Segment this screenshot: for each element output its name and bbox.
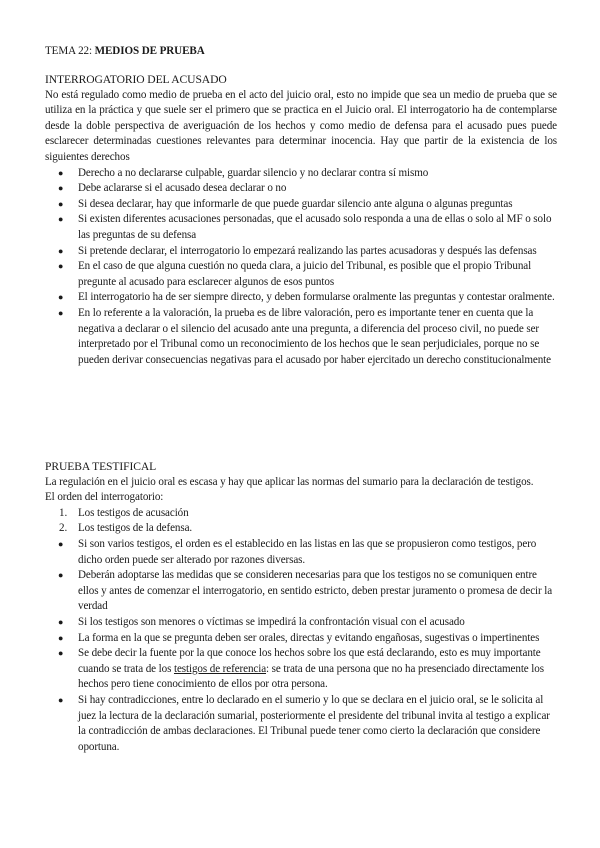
list-item: ● Si son varios testigos, el orden es el establecido en las listas en las que se propusieron como testigos, pero dicho orden puede ser alterado por razones diversas. [45, 537, 557, 568]
bullet-list-testifical [45, 537, 557, 755]
page-title [45, 44, 205, 60]
numbered-list-order [45, 506, 557, 537]
list-item: ● Si existen diferentes acusaciones personadas, que el acusado solo responda a una de ellas o solo al MF o solo las preguntas de su defensa [45, 212, 557, 243]
numbered-item [45, 506, 557, 522]
item-text: Los testigos de acusación [78, 506, 189, 519]
numbered-item [45, 521, 557, 537]
item-text: Los testigos de la defensa. [78, 522, 193, 535]
order-label: El orden del interrogatorio: [45, 491, 164, 504]
list-item: ● El interrogatorio ha de ser siempre directo, y deben formularse oralmente las preguntas y contestar oralmente. [45, 290, 557, 306]
title-prefix: TEMA 22: [45, 45, 95, 57]
list-item: ● Derecho a no declararse culpable, guardar silencio y no declarar contra sí mismo [45, 166, 557, 182]
fuente-text-after: : se trata de una persona que no ha presenciado directamente los hechos pero tiene conocimiento de ellos por otra persona. [78, 662, 544, 691]
list-item: ● Si los testigos son menores o víctimas se impedirá la confrontación visual con el acusado [45, 615, 557, 631]
section-heading-testifical: PRUEBA TESTIFICAL [45, 460, 157, 473]
bullet-list-interrogatorio [45, 166, 557, 369]
paragraph-interrogatorio-intro: No está regulado como medio de prueba en el acto del juicio oral, esto no impide que sea un medio de prueba que se utiliza en la práctica y que suele ser el primero que se practica en el Juicio oral. El interrogatorio ha de contemplarse desde la doble perspectiva de averiguación de los hechos y como medio de defensa para el acusado pues puede esclarecer determinadas cuestiones relevantes para determinar inocencia. Hay que partir de la existencia de los siguientes derechos [45, 88, 557, 163]
list-item: ● Deberán adoptarse las medidas que se consideren necesarias para que los testigos no se comuniquen entre ellos y antes de comenzar el interrogatorio, en sentido estricto, deben prestar juramento o promesa de decir la verdad [45, 568, 557, 615]
list-item: ● En el caso de que alguna cuestión no queda clara, a juicio del Tribunal, es posible que el propio Tribunal pregunte al acusado para esclarecer algunos de esos puntos [45, 259, 557, 290]
list-item: ● Si pretende declarar, el interrogatorio lo empezará realizando las partes acusadoras y después las defensas [45, 244, 557, 260]
list-item: ● La forma en la que se pregunta deben ser orales, directas y evitando engañosas, sugestivas o impertinentes [45, 631, 557, 647]
list-item: ● Debe aclararse si el acusado desea declarar o no [45, 181, 557, 197]
item-number: 2. [59, 522, 68, 535]
list-item: ● En lo referente a la valoración, la prueba es de libre valoración, pero es importante tener en cuenta que la negativa a declarar o el silencio del acusado ante una pregunta, a diferencia del proceso civil, no puede ser interpretado por el Tribunal como un reconocimiento de los hechos que le sean perjudiciales, porque no se pueden derivar consecuencias negativas para el acusado por haber ejercitado un derecho constitucionalmente [45, 306, 557, 368]
section-interrogatorio [45, 72, 557, 368]
list-item: ● Si desea declarar, hay que informarle de que puede guardar silencio ante alguna o algunas preguntas [45, 197, 557, 213]
fuente-text-before: Se debe decir la fuente por la que conoce los hechos sobre los que está declarando, esto es muy importante cuando se trata de los [78, 647, 541, 675]
paragraph-testifical-intro: La regulación en el juicio oral es escasa y hay que aplicar las normas del sumario para la declaración de testigos. [45, 475, 534, 488]
title-bold: MEDIOS DE PRUEBA [94, 45, 205, 57]
item-number: 1. [59, 506, 68, 519]
section-heading-interrogatorio: INTERROGATORIO DEL ACUSADO [45, 73, 227, 86]
testigos-referencia-term: testigos de referencia [173, 662, 267, 675]
section-testifical [45, 459, 557, 755]
list-item-fuente [45, 646, 557, 693]
list-item: ● Si hay contradicciones, entre lo declarado en el sumerio y lo que se declara en el juicio oral, se le solicita al juez la lectura de la declaración sumarial, posteriormente el presidente del tribunal invita al testigo a explicar la contradicción de ambas declaraciones. El Tribunal puede tener como cierto la declaración que considere oportuna. [45, 693, 557, 755]
